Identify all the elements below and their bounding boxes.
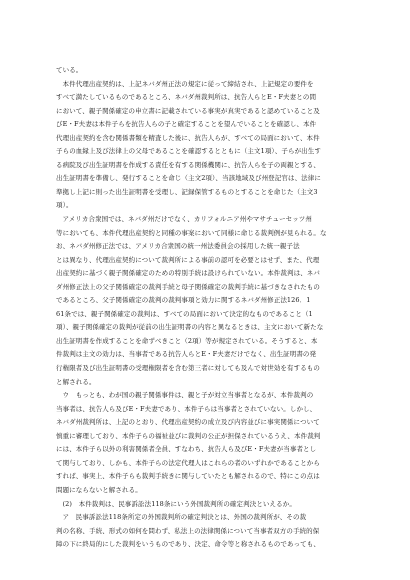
- text-line: には、本件子ら以外の利害関係者全員、すなわち、抗告人ら及びE・F夫妻が当事者とし: [56, 445, 317, 454]
- text-line: て関与しており、しかも、本件子らの法定代理人はこれらの者のいずれかであることから: [56, 458, 320, 467]
- text-line: アメリカ合衆国では、ネバダ州だけでなく、カリフォルニア州やマサチューセッツ州: [62, 215, 312, 224]
- text-line: 項）。: [56, 201, 73, 210]
- text-line: る病院及び出生証明書を作成する責任を有する関係機関に、抗告人らを子の両親とする、: [56, 160, 320, 169]
- text-line: ダ州修正法上の父子関係確定の裁判手続と母子関係確定の裁判手続に基づきなされたもの: [56, 282, 320, 291]
- text-line: 判の名称、手続、形式の如何を問わず、私法上の法律関係について当事者双方の手続的保: [56, 526, 320, 535]
- text-line: 行権限者及び出生証明書の受理権限者を含む第三者に対しても及んで対世効を有するもの: [56, 364, 320, 373]
- text-line: ネバダ州裁判所は、上記のとおり、代理出産契約の成立及び内容並びに事実関係について: [56, 418, 320, 427]
- text-line: ウ もっとも、わが国の親子関係事件は、親と子が対立当事者となるが、本件裁判の: [62, 391, 314, 400]
- text-line: 項）、親子関係確定の裁判が従前の出生証明書の内容と異なるときは、主文において新たな: [56, 323, 324, 332]
- text-line: ア 民事訴訟法118条所定の外国裁判所の確定判決とは、外国の裁判所が、その裁: [62, 513, 307, 522]
- text-line: において、親子関係確定の申立書に記載されている事実が真実であると認めていること及: [56, 106, 320, 115]
- text-line: 本件代理出産契約は、上記ネバダ州正法の規定に従って締結され、上記規定の要件を: [62, 79, 314, 88]
- text-line: びE・F夫妻は本件子らを抗告人らの子と確定することを望んでいることを確認し、本件: [56, 120, 317, 129]
- text-line: 代理出産契約を含む関係書類を精査した後に、抗告人らが、すべての局面において、本件: [56, 133, 320, 142]
- text-line: 件裁判は主文の効力は、当事者である抗告人らとE・F夫妻だけでなく、出生証明書の発: [56, 350, 317, 359]
- text-line: と解される。: [56, 377, 96, 386]
- text-line: 当事者は、抗告人ら及びE・F夫妻であり、本件子らは当事者とされていない。しかし、: [56, 404, 317, 413]
- text-line: とは異なり、代理出産契約について裁判所による事前の認可を必要とはせず、また、代理: [56, 255, 320, 264]
- text-line: ている。: [56, 66, 83, 74]
- text-line: 61条では、親子関係確定の裁判は、すべての局面において決定的なものであること（1: [56, 309, 313, 318]
- text-line: 子らの血縁上及び法律上の父母であることを確認するとともに（主文1項）、子らが出生す: [56, 147, 321, 156]
- text-line: 準拠し上記に則った出生証明書を受理し、記録保管するものとすることを命じた（主文3: [56, 187, 318, 196]
- text-line: (2) 本件裁判は、民事訴訟法118条にいう外国裁判所の確定判決といえるか。: [62, 499, 296, 508]
- text-line: 障の下に終局的にした裁判をいうものであり、決定、命令等と称されるものであっても、: [56, 540, 320, 549]
- text-line: 問題にならないと解される。: [56, 485, 142, 494]
- text-line: 出生証明書を作成することを命ずべきこと（2項）等が規定されている。そうすると、本: [56, 336, 318, 345]
- text-line: 慎重に審理しており、本件子らの福祉並びに裁判の公正が担保されているうえ、本件裁判: [56, 431, 321, 440]
- text-line: 出産契約に基づく親子関係確定のための特別手続は設けられていない。本件裁判は、ネバ: [56, 269, 320, 278]
- text-line: お、ネバダ州修正法では、アメリカ合衆国の統一州法委員会の採用した統一親子法: [56, 242, 300, 251]
- text-line: 出生証明書を準備し、発行することを命じ（主文2項）、当該地域及び州登記官は、法律に: [56, 174, 321, 183]
- text-line: であるところ、父子関係確定の裁判の裁判事項と効力に関するネバダ州修正法126．1: [56, 296, 311, 305]
- text-line: すべて満たしているものであるところ、ネバダ州裁判所は、抗告人らとE・F夫妻との間: [56, 93, 317, 102]
- text-line: 等においても、本件代理出産契約と同種の事案において同様に命じる裁判例が見られる。な: [56, 228, 327, 237]
- text-line: すれば、事実上、本件子らも裁判手続きに関与していたとも解されるので、特にこの点は: [56, 472, 320, 481]
